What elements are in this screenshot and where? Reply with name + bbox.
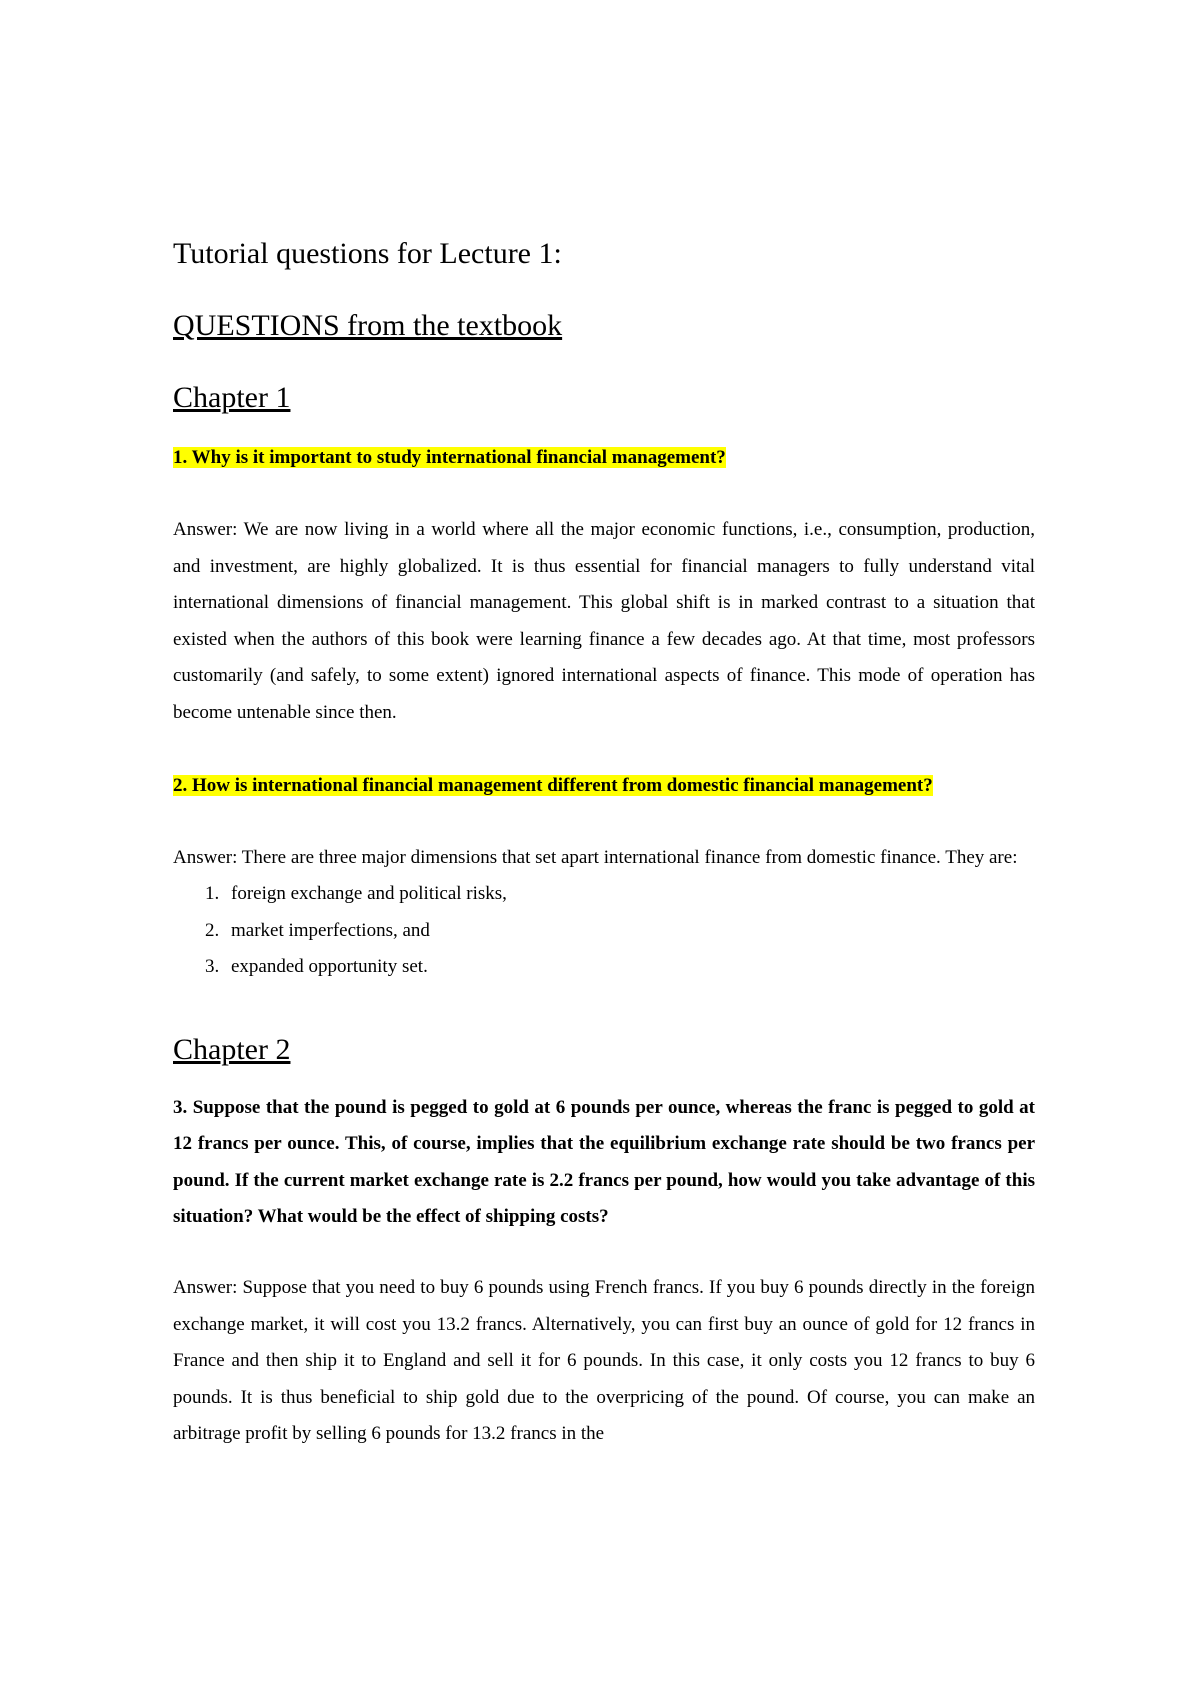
chapter-1-heading: Chapter 1 [173, 381, 291, 414]
list-item [205, 913, 1035, 950]
list-item-text: expanded opportunity set. [231, 956, 428, 978]
list-item-text: market imperfections, and [231, 919, 430, 941]
answer-3: Answer: Suppose that you need to buy 6 pounds using French francs. If you buy 6 pounds directly in the foreign exchange market, it will cost you 13.2 francs. Alternatively, you can first buy an ounce of gold for 12 francs in France and then ship it to England and sell it for 6 pounds. In this case, it only costs you 12 francs to buy 6 pounds. It is thus beneficial to ship gold due to the overpricing of the pound. Of course, you can make an arbitrage profit by selling 6 pounds for 13.2 francs in the [173, 1276, 1035, 1445]
document-subtitle: QUESTIONS from the textbook [173, 309, 563, 342]
list-item-number: 3. [205, 956, 220, 978]
list-item [205, 949, 1035, 986]
question-3: 3. Suppose that the pound is pegged to gold at 6 pounds per ounce, whereas the franc is pegged to gold at 12 francs per ounce. This, of course, implies that the equilibrium exchange rate should be two francs per pound. If the current market exchange rate is 2.2 francs per pound, how would you take advantage of this situation? What would be the effect of shipping costs? [173, 1096, 1035, 1228]
list-item-number: 2. [205, 919, 220, 941]
question-2 [173, 768, 1035, 804]
question-1-text: 1. Why is it important to study international financial management? [173, 447, 726, 468]
document-body [173, 234, 1035, 1453]
answer-2: Answer: There are three major dimensions that set apart international finance from domestic finance. They are: [173, 846, 1018, 868]
question-2-text: 2. How is international financial management different from domestic financial management? [173, 774, 933, 796]
list-item-number: 1. [205, 883, 220, 905]
answer-1: Answer: We are now living in a world where all the major economic functions, i.e., consumption, production, and investment, are highly globalized. It is thus essential for financial managers to fully understand vital international dimensions of financial management. This global shift is in marked contrast to a situation that existed when the authors of this book were learning finance a few decades ago. At that time, most professors customarily (and safely, to some extent) ignored international aspects of finance. This mode of operation has become untenable since then. [173, 519, 1035, 723]
document-title: Tutorial questions for Lecture 1: [173, 237, 562, 270]
list-item-text: foreign exchange and political risks, [231, 883, 507, 905]
question-1 [173, 440, 1035, 476]
answer-2-list [173, 876, 1035, 986]
list-item [205, 876, 1035, 913]
chapter-2-heading: Chapter 2 [173, 1032, 291, 1066]
